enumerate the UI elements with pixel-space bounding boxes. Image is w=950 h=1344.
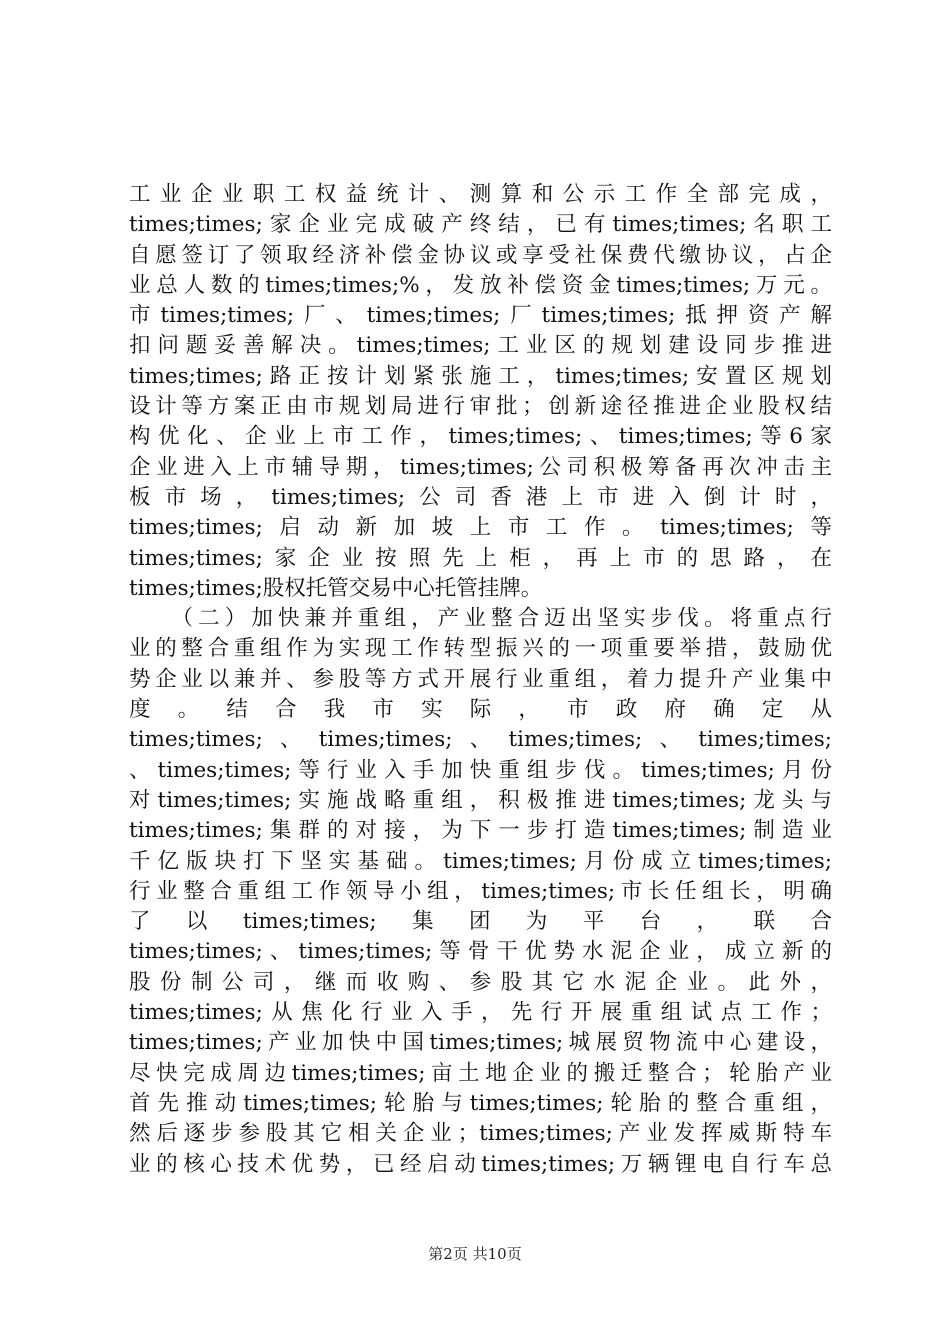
text-line: 、times;times;等行业入手加快重组步伐。times;times;月份 — [129, 757, 832, 783]
page-number-footer: 第2页 共10页 — [428, 1245, 522, 1263]
text-line: times;times;家企业完成破产终结，已有times;times;名职工 — [129, 212, 832, 238]
text-line: 势企业以兼并、参股等方式开展行业重组，着力提升产业集中 — [129, 666, 832, 692]
text-line: 工业企业职工权益统计、测算和公示工作全部完成， — [129, 182, 832, 207]
text-line: times;times;启动新加坡上市工作。times;times;等 — [129, 515, 832, 541]
text-line: 企业进入上市辅导期，times;times;公司积极筹备再次冲击主 — [129, 454, 832, 480]
text-line: 自愿签订了领取经济补偿金协议或享受社保费代缴协议，占企 — [129, 242, 832, 268]
text-line: 对times;times;实施战略重组，积极推进times;times;龙头与 — [129, 787, 832, 813]
text-line: 千亿版块打下坚实基础。times;times;月份成立times;times; — [129, 848, 832, 874]
text-line: 板市场，times;times;公司香港上市进入倒计时， — [129, 484, 832, 510]
text-line: 尽快完成周边times;times;亩土地企业的搬迁整合；轮胎产业 — [129, 1060, 832, 1086]
body-text — [129, 180, 832, 1180]
text-line: 业的核心技术优势，已经启动times;times;万辆锂电自行车总 — [129, 1151, 832, 1177]
text-line: 业总人数的times;times;%，发放补偿资金times;times;万元。 — [129, 272, 832, 298]
text-line: times;times;产业加快中国times;times;城展贸物流中心建设， — [129, 1030, 832, 1056]
text-line: times;times;从焦化行业入手，先行开展重组试点工作； — [129, 1000, 832, 1026]
text-line: 设计等方案正由市规划局进行审批；创新途径推进企业股权结 — [129, 394, 832, 420]
text-line: 首先推动times;times;轮胎与times;times;轮胎的整合重组， — [129, 1090, 832, 1116]
text-line: times;times;家企业按照先上柜，再上市的思路，在 — [129, 545, 832, 571]
text-line: 了以times;times;集团为平台，联合 — [129, 909, 832, 935]
text-line: 业的整合重组作为实现工作转型振兴的一项重要举措，鼓励优 — [129, 636, 832, 662]
text-line: 度。结合我市实际，市政府确定从 — [129, 697, 832, 723]
text-line: 然后逐步参股其它相关企业；times;times;产业发挥威斯特车 — [129, 1121, 832, 1147]
paragraph-last-line: times;times;股权托管交易中心托管挂牌。 — [129, 575, 543, 601]
text-line: 构优化、企业上市工作，times;times;、times;times;等6家 — [129, 424, 832, 450]
text-line: 行业整合重组工作领导小组，times;times;市长任组长，明确 — [129, 878, 832, 904]
text-line: times;times;、times;times;等骨干优势水泥企业，成立新的 — [129, 939, 832, 965]
text-line: 股份制公司，继而收购、参股其它水泥企业。此外， — [129, 969, 832, 995]
text-line: 市times;times;厂、times;times;厂times;times;抵押资产解 — [129, 303, 832, 329]
section-heading-line: （二）加快兼并重组，产业整合迈出坚实步伐。将重点行 — [129, 606, 832, 632]
text-line: times;times;路正按计划紧张施工，times;times;安置区规划 — [129, 363, 832, 389]
text-line: times;times;集群的对接，为下一步打造times;times;制造业 — [129, 818, 832, 844]
text-line: 扣问题妥善解决。times;times;工业区的规划建设同步推进 — [129, 333, 832, 359]
text-line: times;times;、times;times;、times;times;、times;times; — [129, 727, 832, 753]
